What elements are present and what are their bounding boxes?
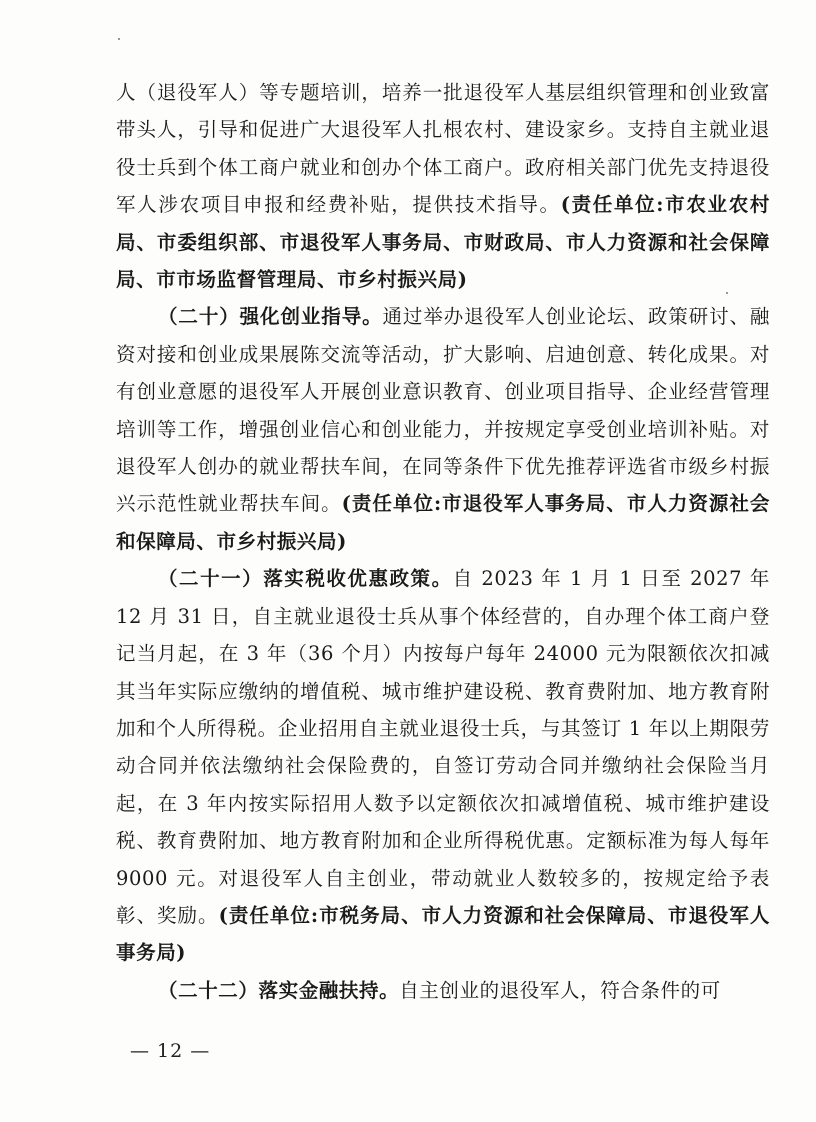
paragraph-text: 自主创业的退役军人，符合条件的可 <box>399 978 721 1002</box>
paragraph-text: 通过举办退役军人创业论坛、政策研讨、融资对接和创业成果展陈交流等活动，扩大影响、启迪创意、转化成果。对有创业意愿的退役军人开展创业意识教育、创业项目指导、企业经营管理培训等工作，增强创业信心和创业能力，并按规定享受创业培训补贴。对退役军人创办的就业帮扶车间，在同等条件下优先推荐评选省市级乡村振兴示范性就业帮扶车间。 <box>116 305 770 516</box>
section-heading: （二十二）落实金融扶持。 <box>158 978 400 1002</box>
page-number: — 12 — <box>130 1040 211 1062</box>
responsibility-units: (责任单位:市农业农村局、市委组织部、市退役军人事务局、市财政局、市人力资源和社会保障局、市市场监督管理局、市乡村振兴局) <box>116 193 770 292</box>
section-heading: （二十）强化创业指导。 <box>158 305 383 329</box>
section-heading: （二十一）落实税收优惠政策。 <box>158 567 453 591</box>
paragraph-section-21 <box>116 560 770 971</box>
scan-speck <box>118 38 120 40</box>
paragraph-text: 自 2023 年 1 月 1 日至 2027 年 12 月 31 日，自主就业退役士兵从事个体经营的，自办理个体工商户登记当月起，在 3 年（36 个月）内按每户每年 24000 元为限额依次扣减其当年实际应缴纳的增值税、城市维护建设税、教育费附加、地方教育附加和个人所得税。企业招用自主就业退役士兵，与其签订 1 年以上期限劳动合同并依法缴纳社会保险费的，自签订劳动合同并缴纳社会保险当月起，在 3 年内按实际招用人数予以定额依次扣减增值税、城市维护建设税、教育费附加、地方教育附加和企业所得税优惠。定额标准为每人每年 9000 元。对退役军人自主创业，带动就业人数较多的，按规定给予表彰、奖励。 <box>116 567 770 927</box>
responsibility-units: (责任单位:市税务局、市人力资源和社会保障局、市退役军人事务局) <box>116 903 770 965</box>
paragraph-section-20 <box>116 298 770 560</box>
paragraph-section-22 <box>116 972 770 1009</box>
paragraph-text: 人（退役军人）等专题培训，培养一批退役军人基层组织管理和创业致富带头人，引导和促进广大退役军人扎根农村、建设家乡。支持自主就业退役士兵到个体工商户就业和创办个体工商户。政府相关部门优先支持退役军人涉农项目申报和经费补贴，提供技术指导。 <box>116 81 770 217</box>
responsibility-units: (责任单位:市退役军人事务局、市人力资源社会和保障局、市乡村振兴局) <box>116 492 771 553</box>
paragraph-continued <box>116 74 770 298</box>
document-body <box>116 74 770 1009</box>
